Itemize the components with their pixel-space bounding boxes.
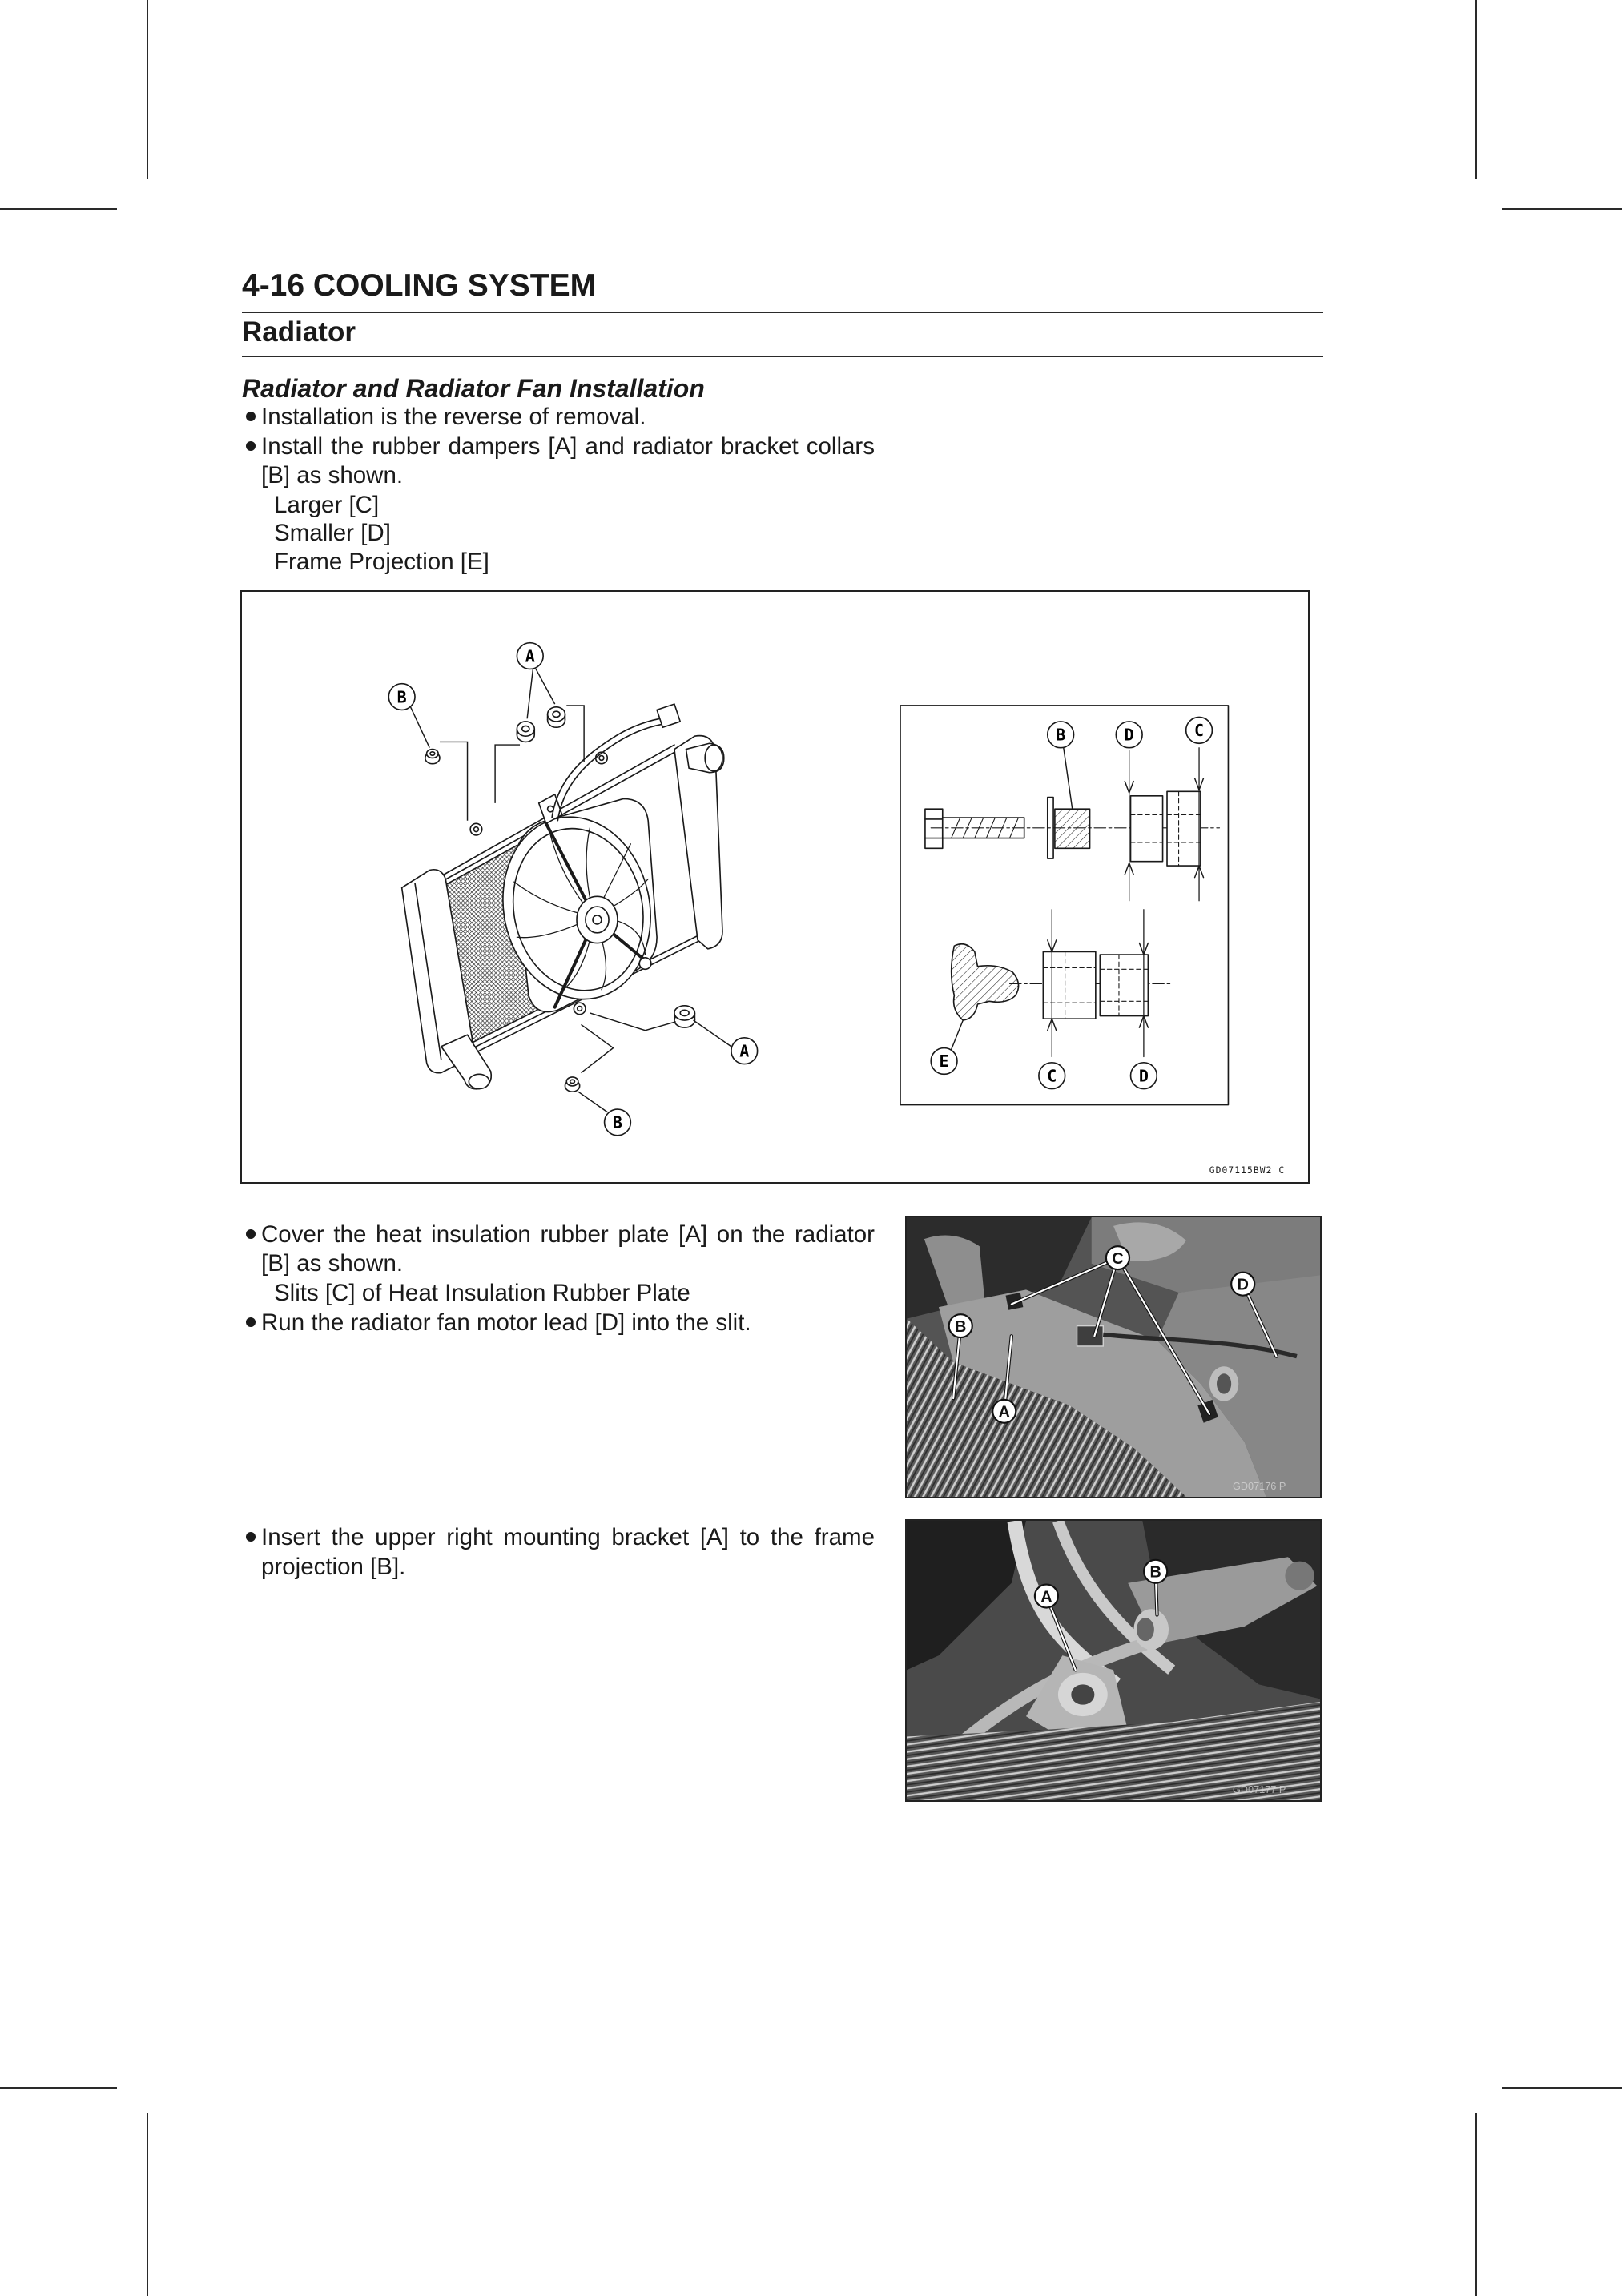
svg-text:B: B xyxy=(612,1112,622,1132)
photo-scene xyxy=(907,1217,1320,1497)
crop-mark-bottom-left-vertical xyxy=(147,2113,148,2296)
lead-connector xyxy=(657,704,680,727)
section-rule xyxy=(242,312,1323,313)
callout-a xyxy=(517,643,543,669)
step-item xyxy=(261,432,875,461)
crop-mark-top-right-horizontal xyxy=(1502,208,1622,210)
callout-b xyxy=(1048,722,1074,748)
callout-b xyxy=(605,1109,631,1136)
step-continuation: [B] as shown. xyxy=(261,1250,404,1277)
mount-boss xyxy=(639,958,651,970)
legend-item: Slits [C] of Heat Insulation Rubber Plate xyxy=(274,1280,690,1306)
svg-text:B: B xyxy=(1149,1563,1161,1582)
step-text: Install the rubber dampers [A] and radiator bracket collars xyxy=(261,433,875,460)
svg-text:A: A xyxy=(525,646,535,666)
svg-text:C: C xyxy=(1112,1249,1124,1268)
svg-text:D: D xyxy=(1124,725,1134,745)
svg-text:D: D xyxy=(1237,1276,1249,1294)
step-text: Installation is the reverse of removal. xyxy=(261,404,646,430)
rubber-damper xyxy=(674,1006,694,1027)
crop-mark-top-right-vertical xyxy=(1475,0,1477,179)
callout-a xyxy=(1035,1585,1058,1608)
crop-mark-bottom-right-vertical xyxy=(1475,2113,1477,2296)
step-item xyxy=(261,1523,875,1552)
mounting-bolt-head xyxy=(925,809,943,848)
svg-text:A: A xyxy=(998,1403,1010,1421)
crop-mark-top-left-vertical xyxy=(147,0,148,179)
svg-text:E: E xyxy=(939,1051,949,1072)
callout-c xyxy=(1039,1063,1065,1089)
legend-item: Smaller [D] xyxy=(274,520,391,546)
radiator-installation-figure xyxy=(240,590,1310,1184)
legend-item: Frame Projection [E] xyxy=(274,549,489,575)
callout-b xyxy=(388,684,415,710)
collar-section xyxy=(1055,809,1090,848)
collar-detail-inset xyxy=(900,706,1228,1105)
step-text: Run the radiator fan motor lead [D] into the slit. xyxy=(261,1309,751,1336)
crop-mark-bottom-left-horizontal xyxy=(0,2087,117,2089)
figure-code: GD07115BW2 C xyxy=(1209,1165,1286,1176)
step-text: Cover the heat insulation rubber plate [A] on the radiator xyxy=(261,1221,875,1248)
svg-text:A: A xyxy=(739,1041,750,1061)
callout-d xyxy=(1131,1063,1157,1089)
svg-text:A: A xyxy=(1040,1588,1052,1606)
step-item xyxy=(261,1220,875,1249)
legend-item: Larger [C] xyxy=(274,492,380,518)
crop-mark-bottom-right-horizontal xyxy=(1502,2087,1622,2089)
larger-collar xyxy=(1043,951,1096,1019)
svg-text:B: B xyxy=(955,1317,967,1336)
section-title: 4-16 COOLING SYSTEM xyxy=(242,268,597,303)
procedure-heading: Radiator and Radiator Fan Installation xyxy=(242,374,705,403)
photo-code: GD07176 P xyxy=(1232,1480,1286,1492)
svg-text:C: C xyxy=(1194,721,1205,741)
callout-a xyxy=(992,1400,1016,1423)
callout-c xyxy=(1106,1246,1129,1269)
subsection-rule xyxy=(242,356,1323,357)
subsection-title: Radiator xyxy=(242,316,356,348)
svg-text:B: B xyxy=(396,687,407,707)
smaller-collar xyxy=(1100,955,1148,1015)
crop-mark-top-left-horizontal xyxy=(0,208,117,210)
callout-a xyxy=(731,1038,758,1064)
photo-scene xyxy=(907,1521,1320,1800)
bullet-icon xyxy=(246,1532,256,1542)
step-continuation: [B] as shown. xyxy=(261,462,404,489)
photo-code: GD07177 P xyxy=(1232,1783,1286,1795)
smaller-collar xyxy=(1131,796,1163,862)
callout-d xyxy=(1231,1273,1254,1296)
callout-b xyxy=(949,1314,972,1337)
frame-bolt xyxy=(1285,1562,1314,1590)
svg-text:B: B xyxy=(1056,725,1066,745)
larger-collar xyxy=(1167,791,1201,866)
radiator-installation-diagram xyxy=(242,592,1308,1182)
bullet-icon xyxy=(246,1229,256,1239)
heat-insulation-plate-photo xyxy=(905,1216,1322,1498)
bullet-icon xyxy=(246,441,256,451)
radiator-drawing xyxy=(402,704,724,1089)
bracket-collar xyxy=(425,750,440,764)
step-item xyxy=(261,1309,751,1337)
callout-b xyxy=(1144,1560,1167,1583)
svg-text:C: C xyxy=(1047,1066,1057,1086)
rubber-damper xyxy=(548,707,565,727)
lead-connector xyxy=(1077,1326,1104,1346)
bullet-icon xyxy=(246,412,256,421)
mounting-bracket-photo xyxy=(905,1519,1322,1802)
bracket-collar xyxy=(565,1077,579,1092)
callout-c xyxy=(1186,717,1213,743)
step-continuation: projection [B]. xyxy=(261,1554,406,1580)
step-text: Insert the upper right mounting bracket [A] to the frame xyxy=(261,1524,875,1550)
callout-d xyxy=(1116,722,1142,748)
callout-e xyxy=(931,1048,957,1075)
step-item xyxy=(261,403,646,432)
svg-text:D: D xyxy=(1138,1066,1149,1086)
bullet-icon xyxy=(246,1317,256,1327)
rubber-damper xyxy=(517,722,534,742)
